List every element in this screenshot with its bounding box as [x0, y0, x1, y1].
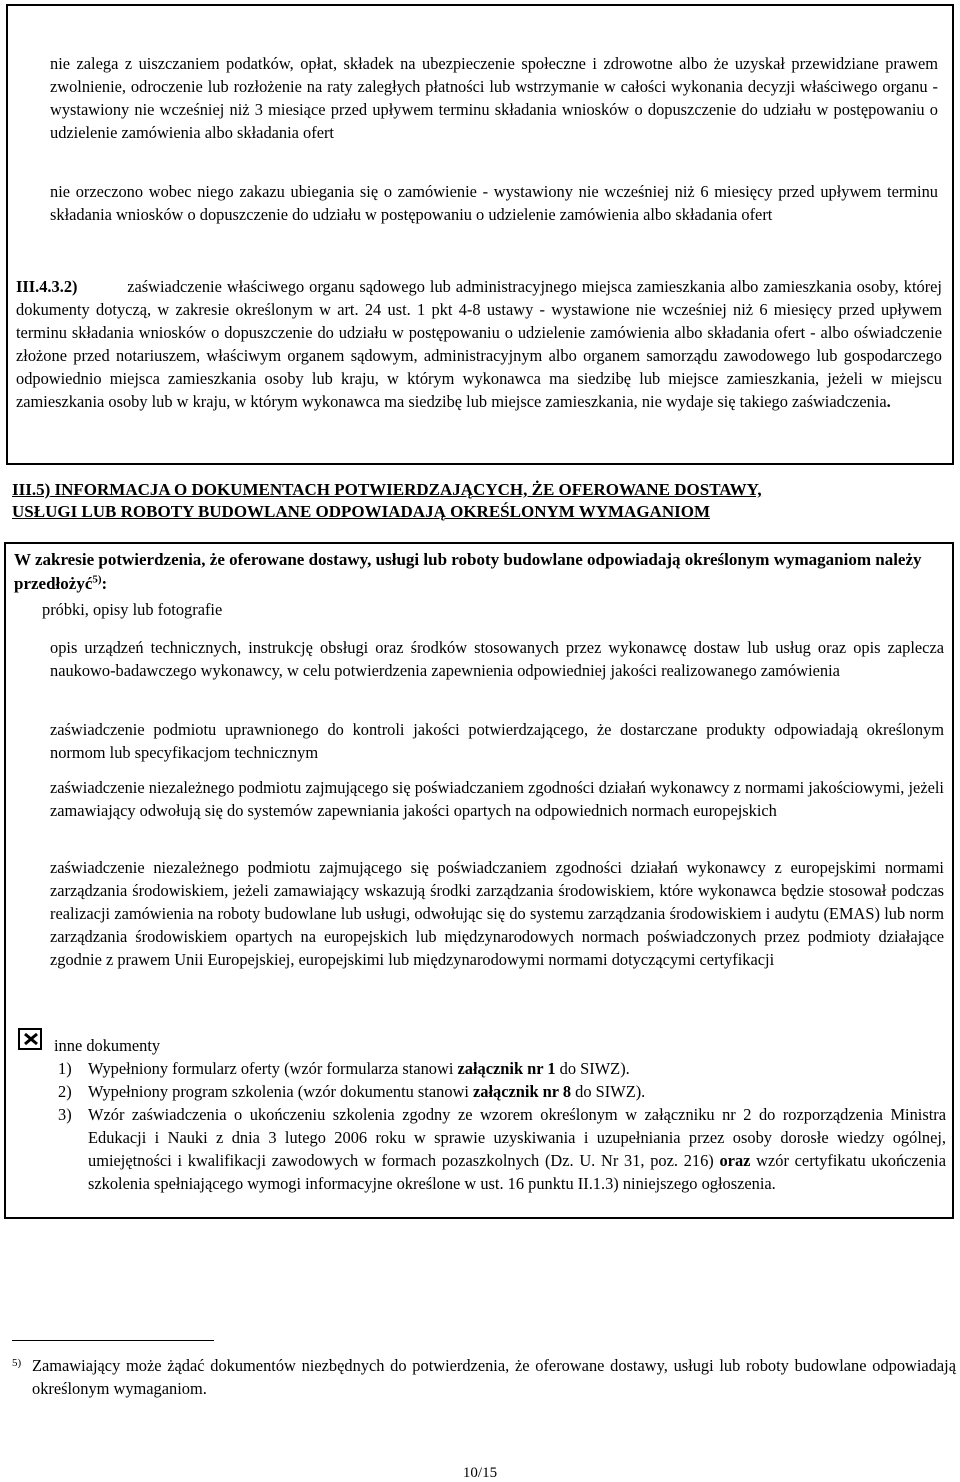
footnote-marker: 5) — [12, 1357, 22, 1369]
option-samples — [42, 598, 922, 621]
option-quality-control-text: zaświadczenie podmiotu uprawnionego do kontroli jakości potwierdzającego, że dostarczane produkty odpowiadają określonym normom lub specyfikacjom technicznym — [50, 720, 944, 762]
section-heading-number: III.5) — [12, 480, 51, 499]
list-item-text-end: do SIWZ). — [571, 1082, 646, 1101]
list-item-bold: oraz — [719, 1151, 751, 1170]
paragraph-court-certificate-label: III.4.3.2) — [16, 277, 78, 296]
list-item — [58, 1057, 946, 1080]
requirements-intro-colon: : — [101, 574, 108, 593]
paragraph-court-certificate — [16, 275, 942, 413]
option-samples-text: próbki, opisy lub fotografie — [42, 600, 223, 619]
paragraph-court-certificate-end: . — [886, 392, 891, 411]
list-item-number: 1) — [58, 1059, 72, 1078]
page-number: 10/15 — [462, 1465, 498, 1481]
list-item-number: 2) — [58, 1082, 72, 1101]
section-heading — [12, 479, 952, 523]
requirements-box — [4, 542, 954, 1219]
list-item-text: Wzór zaświadczenia o ukończeniu szkolenia zgodny ze wzorem określonym w załączniku nr 2 do rozporządzenia Ministra Edukacji i Nauki z dnia 3 lutego 2006 roku w sprawie uzyskiwania i uzupełniania przez osoby dorosłe wiedzy ogólnej, umiejętności i kwalifikacji zawodowych w formach pozaszkolnych (Dz. U. Nr 31, poz. 216) — [88, 1105, 946, 1170]
option-technical-description-text: opis urządzeń technicznych, instrukcję obsługi oraz środków stosowanych przez wykonawcę dostaw lub usług oraz opis zaplecza naukowo-badawczego wykonawcy, w celu potwierdzenia zapewnienia odpowiedniej jakości realizowanego zamówienia — [50, 638, 944, 680]
requirements-intro-footnote-ref: 5) — [92, 573, 102, 586]
list-item-bold: załącznik nr 8 — [473, 1082, 572, 1101]
footnote — [12, 1354, 956, 1400]
list-item-text-end: wzór certyfikatu ukończenia szkolenia spełniającego wymogi informacyjne określone w ust. 16 punktu II.1.3) niniejszego ogłoszenia. — [88, 1151, 946, 1193]
section-heading-line2: USŁUGI LUB ROBOTY BUDOWLANE ODPOWIADAJĄ OKREŚLONYM WYMAGANIOM — [12, 502, 710, 521]
list-item-text-end: do SIWZ). — [555, 1059, 630, 1078]
list-item — [58, 1103, 946, 1195]
footnote-text: Zamawiający może żądać dokumentów niezbędnych do potwierdzenia, że oferowane dostawy, usługi lub roboty budowlane odpowiadają określonym wymaganiom. — [32, 1356, 956, 1398]
list-item — [58, 1080, 946, 1103]
paragraph-ban-status-text: nie orzeczono wobec niego zakazu ubiegania się o zamówienie - wystawiony nie wcześniej niż 6 miesięcy przed upływem terminu składania wniosków o dopuszczenie do udziału w postępowaniu o udzielenie zamówienia albo składania ofert — [50, 182, 938, 224]
list-item-text: Wypełniony formularz oferty (wzór formularza stanowi — [88, 1059, 458, 1078]
other-documents-label: inne dokumenty — [54, 1036, 161, 1055]
list-item-text: Wypełniony program szkolenia (wzór dokumentu stanowi — [88, 1082, 474, 1101]
requirements-intro-text: W zakresie potwierdzenia, że oferowane dostawy, usługi lub roboty budowlane odpowiadają określonym wymaganiom należy przedłożyć — [14, 550, 922, 593]
option-environmental-standards — [50, 856, 944, 971]
requirements-intro — [14, 548, 944, 596]
option-quality-standards-text: zaświadczenie niezależnego podmiotu zajmującego się poświadczaniem zgodności działań wykonawcy z normami jakościowymi, jeżeli zamawiający odwołują się do systemów zapewniania jakości opartych na odpowiednich normach europejskich — [50, 778, 944, 820]
paragraph-ban-status — [50, 180, 938, 226]
other-documents-list — [58, 1057, 946, 1195]
paragraph-tax-status-text: nie zalega z uiszczaniem podatków, opłat, składek na ubezpieczenie społeczne i zdrowotne albo że uzyskał przewidziane prawem zwolnienie, odroczenie lub rozłożenie na raty zaległych płatności lub wstrzymanie w całości wykonania decyzji właściwego organu - wystawiony nie wcześniej niż 3 miesiące przed upływem terminu składania wniosków o dopuszczenie do udziału w postępowaniu o udzielenie zamówienia albo składania ofert — [50, 54, 938, 142]
option-technical-description — [50, 636, 944, 682]
option-environmental-standards-text: zaświadczenie niezależnego podmiotu zajmującego się poświadczaniem zgodności działań wykonawcy z europejskimi normami zarządzania środowiskiem, jeżeli zamawiający wskazują środki zarządzania środowiskiem, które wykonawca będzie stosował podczas realizacji zamówienia na roboty budowlane lub usługi, odwołując się do systemu zarządzania środowiskiem i audytu (EMAS) lub norm zarządzania środowiskiem opartych na europejskich lub międzynarodowych normach poświadczonych przez podmioty działające zgodnie z prawem Unii Europejskiej, europejskimi lub międzynarodowymi normami dotyczącymi certyfikacji — [50, 858, 944, 969]
other-documents-checkbox[interactable] — [18, 1028, 42, 1050]
list-item-bold: załącznik nr 1 — [457, 1059, 556, 1078]
paragraph-court-certificate-text: zaświadczenie właściwego organu sądowego lub administracyjnego miejsca zamieszkania albo zamieszkania osoby, której dokumenty dotyczą, w zakresie określonym w art. 24 ust. 1 pkt 4-8 ustawy - wystawione nie wcześniej niż 6 miesięcy przed upływem terminu składania wniosków o dopuszczenie do udziału w postępowaniu o udzielenie zamówienia albo składania ofert - albo oświadczenie złożone przed notariuszem, właściwym organem sądowym, administracyjnym albo organem samorządu zawodowego lub gospodarczego odpowiednio miejsca zamieszkania osoby lub kraju, w którym wykonawca ma siedzibę lub miejsce zamieszkania, jeżeli w miejscu zamieszkania osoby lub w kraju, w którym wykonawca ma siedzibę lub miejsce zamieszkania, nie wydaje się takiego zaświadczenia — [16, 277, 942, 411]
footnote-separator — [12, 1340, 214, 1341]
list-item-number: 3) — [58, 1105, 72, 1124]
option-quality-control — [50, 718, 944, 764]
section-heading-line1: INFORMACJA O DOKUMENTACH POTWIERDZAJĄCYCH, ŻE OFEROWANE DOSTAWY, — [50, 480, 762, 499]
option-quality-standards — [50, 776, 944, 822]
checkmark-x-icon — [23, 1032, 39, 1046]
paragraph-tax-status — [50, 52, 938, 144]
